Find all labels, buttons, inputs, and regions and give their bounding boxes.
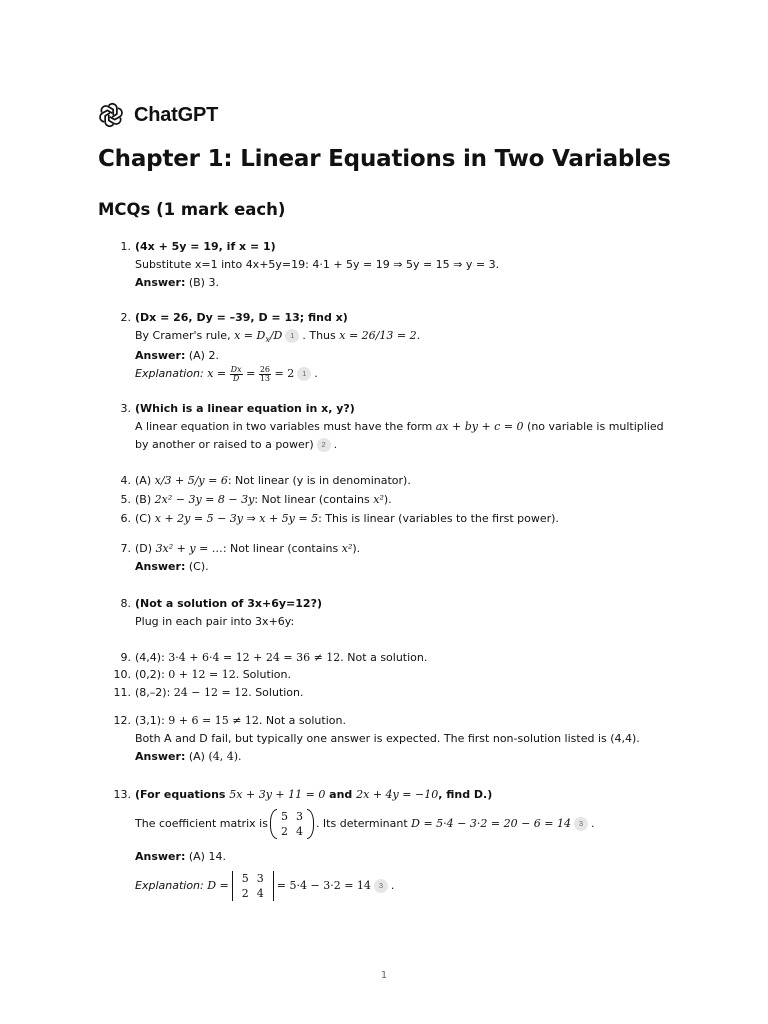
option-label: (0,2): (135, 668, 169, 681)
math-expression: 2x² − 3y = 8 − 3y (154, 493, 255, 506)
list-item (120, 595, 678, 631)
list-item (120, 649, 678, 667)
option-label: (4,4): (135, 651, 169, 664)
fraction: $\frac{Dx}{D}$ (230, 364, 242, 383)
list-item (120, 472, 678, 490)
math-expression: = 5·4 − 3·2 = 14 (276, 879, 371, 892)
math-expression: 3·4 + 6·4 = 12 + 24 = 36 ≠ 12. (168, 651, 344, 664)
citation-badge[interactable]: 1 (297, 367, 311, 381)
brand-header (98, 101, 218, 129)
answer-text: (C). (188, 560, 209, 573)
list-item (113, 666, 678, 684)
page-number: 1 (380, 970, 388, 981)
question-text: (4x + 5y = 19, if x = 1) (135, 240, 276, 253)
citation-badge[interactable]: 3 (574, 817, 588, 831)
item-number: 11. (113, 686, 131, 699)
item-number: 8. (120, 597, 131, 610)
math-expression: ax + by + c = 0 (435, 420, 524, 433)
math-expression: x² (341, 542, 353, 555)
option-text: : Not linear (contains (254, 493, 374, 506)
option-label: (D) (135, 542, 156, 555)
answer-label: Answer: (135, 560, 186, 573)
answer-text: (A) (188, 750, 209, 763)
item-number: 2. (120, 311, 131, 324)
math-expression: = (246, 367, 256, 380)
option-text: : Not linear (y is in denominator). (227, 474, 411, 487)
option-text: Solution. (251, 686, 304, 699)
solution-text: Substitute x=1 into 4x+5y=19: 4·1 + 5y = 19 ⇒ 5y = 15 ⇒ y = 3. (135, 258, 500, 271)
math-expression: x² (373, 493, 384, 506)
solution-text: A linear equation in two variables must have the form (135, 420, 436, 433)
list-item (120, 238, 678, 292)
option-text: Solution. (239, 668, 292, 681)
question-text: (Dx = 26, Dy = –39, D = 13; find x) (135, 311, 348, 324)
fraction: $\frac{26}{13}$ (259, 364, 270, 383)
option-text: : This is linear (variables to the first power). (318, 512, 559, 525)
math-expression: 24 − 12 = 12. (173, 686, 252, 699)
math-subscript: x (265, 335, 270, 345)
option-text: Not a solution. (262, 714, 346, 727)
option-text: : Not linear (contains (222, 542, 342, 555)
openai-logo-icon (98, 102, 124, 128)
solution-text: By Cramer's rule, (135, 329, 235, 342)
math-expression: D = 5·4 − 3·2 = 20 − 6 = 14 (411, 817, 572, 830)
math-expression: x = D (234, 329, 266, 342)
punctuation: . (390, 879, 395, 892)
punctuation: . (314, 367, 318, 380)
math-expression: 9 + 6 = 15 ≠ 12. (168, 714, 263, 727)
option-text: ). (383, 493, 392, 506)
math-expression: x = (207, 367, 227, 380)
answer-label: Answer: (135, 349, 186, 362)
math-expression: = 2 (274, 367, 295, 380)
item-number: 7. (120, 542, 131, 555)
option-label: (C) (135, 512, 155, 525)
math-expression: x/3 + 5/y = 6 (154, 474, 228, 487)
implies-symbol: ⇒ (243, 512, 260, 525)
option-text: Not a solution. (343, 651, 428, 664)
math-expression: (4, 4). (208, 750, 242, 763)
explanation-label: Explanation: (135, 367, 204, 380)
question-text: (For equations 5x + 3y + 11 = 0 and 2x + 4y = −10, find D.) (135, 788, 493, 801)
answer-label: Answer: (135, 276, 186, 289)
question-text: (Not a solution of 3x+6y=12?) (135, 597, 322, 610)
section-title: MCQs (1 mark each) (98, 200, 286, 219)
list-item (120, 309, 678, 387)
answer-text: (A) 14. (188, 850, 226, 863)
math-expression: x = 26/13 = 2. (339, 329, 421, 342)
option-label: (B) (135, 493, 155, 506)
math-expression: 0 + 12 = 12. (168, 668, 240, 681)
option-text: ). (352, 542, 361, 555)
solution-text: . Thus (302, 329, 340, 342)
math-expression: D = (207, 879, 229, 892)
list-item (113, 712, 678, 766)
citation-badge[interactable]: 2 (317, 438, 331, 452)
answer-label: Answer: (135, 850, 186, 863)
math-expression: x + 2y = 5 − 3y (154, 512, 244, 525)
brand-name: ChatGPT (134, 103, 219, 126)
item-number: 12. (113, 714, 131, 727)
punctuation: . (591, 817, 595, 830)
punctuation: . (333, 438, 338, 451)
solution-text: The coefficient matrix is (135, 817, 268, 830)
item-number: 3. (120, 402, 131, 415)
coefficient-matrix: 5 3 2 4 (270, 809, 314, 839)
answer-text: (B) 3. (188, 276, 219, 289)
determinant: 5 3 2 4 (231, 871, 275, 901)
answer-label: Answer: (135, 750, 186, 763)
item-number: 4. (120, 474, 131, 487)
item-number: 5. (120, 493, 131, 506)
item-number: 10. (113, 668, 131, 681)
item-number: 13. (113, 788, 131, 801)
list-item (120, 510, 678, 528)
list-item (120, 540, 678, 576)
citation-badge[interactable]: 1 (285, 329, 299, 343)
question-text: (Which is a linear equation in x, y?) (135, 402, 355, 415)
list-item (120, 491, 678, 509)
option-label: (A) (135, 474, 155, 487)
solution-text: (no variable is multiplied by another or raised to a power) (135, 420, 664, 451)
citation-badge[interactable]: 3 (374, 879, 388, 893)
chapter-title: Chapter 1: Linear Equations in Two Variables (98, 146, 671, 172)
answer-text: (A) 2. (188, 349, 219, 362)
item-number: 1. (120, 240, 131, 253)
math-expression: /D (269, 329, 283, 342)
math-expression: 3x² + y = … (155, 542, 223, 555)
list-item (120, 400, 678, 454)
list-item (113, 684, 678, 702)
option-label: (8,–2): (135, 686, 174, 699)
explanation-label: Explanation: (135, 879, 204, 892)
item-number: 6. (120, 512, 131, 525)
list-item (113, 786, 678, 906)
option-label: (3,1): (135, 714, 169, 727)
solution-text: . Its determinant (315, 817, 408, 830)
solution-text: Plug in each pair into 3x+6y: (135, 615, 295, 628)
solution-text: Both A and D fail, but typically one answer is expected. The first non-solution listed is (4,4). (135, 732, 640, 745)
math-expression: x + 5y = 5 (259, 512, 319, 525)
item-number: 9. (120, 651, 131, 664)
